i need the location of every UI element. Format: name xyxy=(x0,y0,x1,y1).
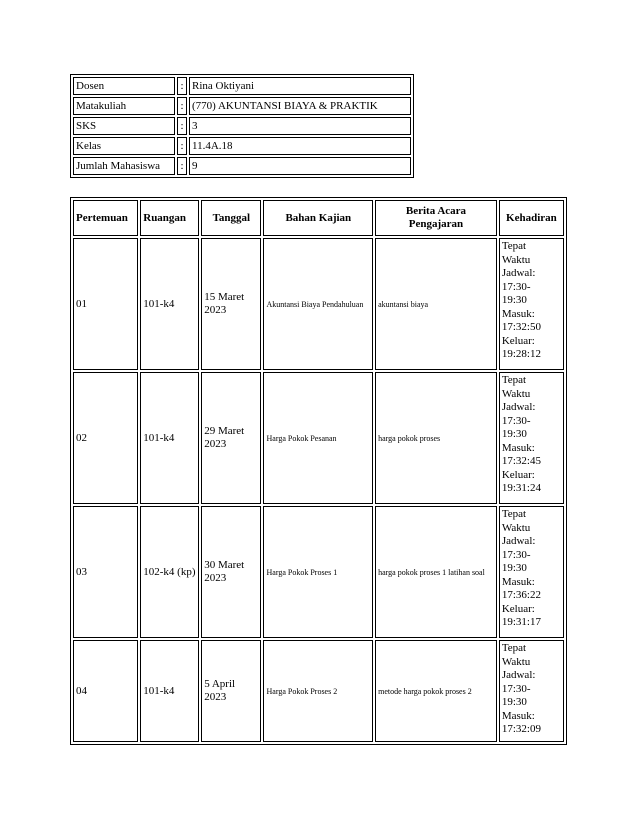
attendance-line: 19:28:12 xyxy=(501,348,541,360)
cell-bahan-kajian: Harga Pokok Proses 1 xyxy=(263,506,373,638)
info-separator: : xyxy=(177,77,187,95)
info-row-sks xyxy=(73,117,411,135)
attendance-line: Keluar: xyxy=(501,334,535,347)
cell-tanggal: 30 Maret 2023 xyxy=(201,506,261,638)
info-value: (770) AKUNTANSI BIAYA & PRAKTIK xyxy=(189,97,411,115)
attendance-line: Keluar: xyxy=(501,468,535,481)
cell-ruangan: 101-k4 xyxy=(140,372,199,504)
info-label: Jumlah Mahasiswa xyxy=(73,157,175,175)
attendance-line: Waktu xyxy=(501,387,531,400)
info-separator: : xyxy=(177,137,187,155)
attendance-line: 17:30- xyxy=(501,280,531,293)
attendance-line: 19:30 xyxy=(501,428,527,440)
cell-pertemuan: 04 xyxy=(73,640,138,742)
info-row-dosen xyxy=(73,77,411,95)
cell-berita-acara: metode harga pokok proses 2 xyxy=(375,640,497,742)
lecturer-info-table xyxy=(70,74,414,178)
attendance-line: 17:32:09 xyxy=(501,723,541,735)
header-kehadiran: Kehadiran xyxy=(499,200,564,236)
cell-ruangan: 101-k4 xyxy=(140,640,199,742)
cell-kehadiran xyxy=(499,506,564,638)
cell-kehadiran xyxy=(499,238,564,370)
attendance-line: 17:32:45 xyxy=(501,455,541,467)
table-row xyxy=(73,238,564,370)
attendance-line: Tepat xyxy=(501,508,527,520)
attendance-line: Jadwal: xyxy=(501,267,536,279)
attendance-line: 19:31:24 xyxy=(501,482,541,494)
attendance-line: Masuk: xyxy=(501,575,535,588)
cell-berita-acara: harga pokok proses 1 latihan soal xyxy=(375,506,497,638)
table-row xyxy=(73,640,564,742)
table-row xyxy=(73,372,564,504)
cell-bahan-kajian: Harga Pokok Proses 2 xyxy=(263,640,373,742)
info-separator: : xyxy=(177,157,187,175)
cell-ruangan: 102-k4 (kp) xyxy=(140,506,199,638)
attendance-line: Jadwal: xyxy=(501,401,536,413)
cell-tanggal: 29 Maret 2023 xyxy=(201,372,261,504)
info-separator: : xyxy=(177,97,187,115)
attendance-line: 19:30 xyxy=(501,294,527,306)
attendance-line: Waktu xyxy=(501,253,531,266)
attendance-line: Tepat xyxy=(501,642,527,654)
info-separator: : xyxy=(177,117,187,135)
attendance-line: 17:30- xyxy=(501,682,531,695)
cell-bahan-kajian: Harga Pokok Pesanan xyxy=(263,372,373,504)
attendance-line: Masuk: xyxy=(501,307,535,320)
attendance-line: Tepat xyxy=(501,374,527,386)
info-label: Dosen xyxy=(73,77,175,95)
attendance-line: Masuk: xyxy=(501,709,535,722)
attendance-line: 19:30 xyxy=(501,696,527,708)
info-label: Matakuliah xyxy=(73,97,175,115)
cell-tanggal: 15 Maret 2023 xyxy=(201,238,261,370)
attendance-line: Waktu xyxy=(501,655,531,668)
header-pertemuan: Pertemuan xyxy=(73,200,138,236)
info-value: 9 xyxy=(189,157,411,175)
info-label: SKS xyxy=(73,117,175,135)
header-berita-acara: Berita Acara Pengajaran xyxy=(375,200,497,236)
cell-kehadiran xyxy=(499,372,564,504)
attendance-line: 17:32:50 xyxy=(501,321,541,333)
header-bahan-kajian: Bahan Kajian xyxy=(263,200,373,236)
cell-pertemuan: 01 xyxy=(73,238,138,370)
cell-berita-acara: akuntansi biaya xyxy=(375,238,497,370)
info-row-kelas xyxy=(73,137,411,155)
info-row-jumlah-mahasiswa xyxy=(73,157,411,175)
attendance-line: Waktu xyxy=(501,521,531,534)
cell-pertemuan: 02 xyxy=(73,372,138,504)
table-header-row xyxy=(73,200,564,236)
info-row-matakuliah xyxy=(73,97,411,115)
cell-ruangan: 101-k4 xyxy=(140,238,199,370)
cell-tanggal: 5 April 2023 xyxy=(201,640,261,742)
attendance-line: Keluar: xyxy=(501,602,535,615)
attendance-line: Jadwal: xyxy=(501,535,536,547)
attendance-line: 19:30 xyxy=(501,562,527,574)
cell-kehadiran xyxy=(499,640,564,742)
attendance-line: Jadwal: xyxy=(501,669,536,681)
info-value: 3 xyxy=(189,117,411,135)
attendance-schedule-table xyxy=(70,197,567,745)
info-label: Kelas xyxy=(73,137,175,155)
cell-pertemuan: 03 xyxy=(73,506,138,638)
attendance-line: 17:36:22 xyxy=(501,589,541,601)
header-ruangan: Ruangan xyxy=(140,200,199,236)
attendance-line: 17:30- xyxy=(501,414,531,427)
attendance-line: 17:30- xyxy=(501,548,531,561)
attendance-line: Tepat xyxy=(501,240,527,252)
attendance-line: 19:31:17 xyxy=(501,616,541,628)
info-value: Rina Oktiyani xyxy=(189,77,411,95)
cell-berita-acara: harga pokok proses xyxy=(375,372,497,504)
attendance-line: Masuk: xyxy=(501,441,535,454)
cell-bahan-kajian: Akuntansi Biaya Pendahuluan xyxy=(263,238,373,370)
table-row xyxy=(73,506,564,638)
header-tanggal: Tanggal xyxy=(201,200,261,236)
info-value: 11.4A.18 xyxy=(189,137,411,155)
